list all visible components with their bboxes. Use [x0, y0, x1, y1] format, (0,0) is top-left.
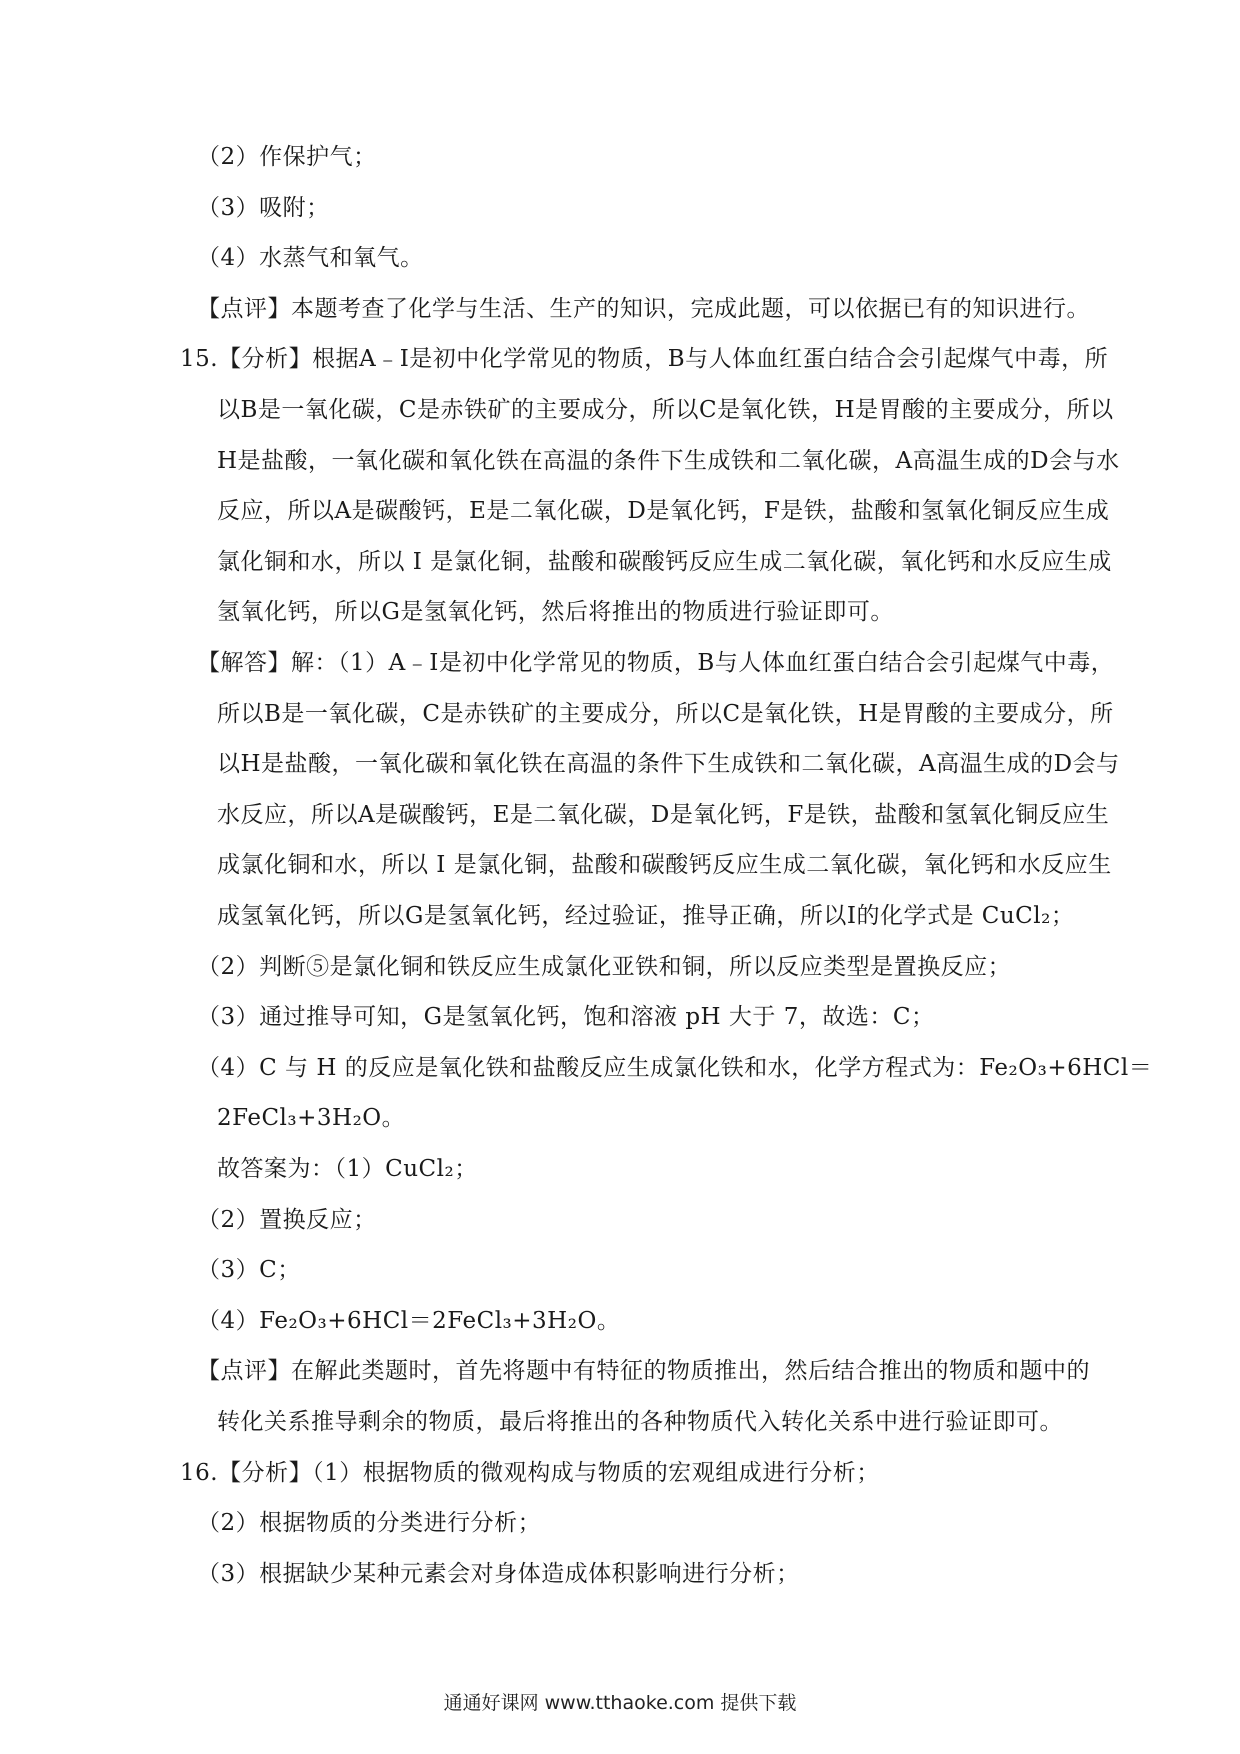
text-line: 转化关系推导剩余的物质，最后将推出的各种物质代入转化关系中进行验证即可。: [217, 1409, 1063, 1435]
text-line: （4）水蒸气和氧气。: [197, 245, 424, 272]
question-15-analysis: 15.【分析】根据A﹣I是初中化学常见的物质，B与人体血红蛋白结合会引起煤气中毒，所: [180, 346, 1109, 373]
text-line: 以B是一氧化碳，C是赤铁矿的主要成分，所以C是氧化铁，H是胃酸的主要成分，所以: [217, 397, 1114, 423]
text-line: （2）根据物质的分类进行分析；: [197, 1510, 542, 1537]
text-line: 氯化铜和水，所以 I 是氯化铜，盐酸和碳酸钙反应生成二氧化碳，氧化钙和水反应生成: [217, 548, 1112, 575]
comment-line: 【点评】在解此类题时，首先将题中有特征的物质推出，然后结合推出的物质和题中的: [197, 1358, 1090, 1385]
text-line: 以H是盐酸，一氧化碳和氧化铁在高温的条件下生成铁和二氧化碳，A高温生成的D会与: [217, 751, 1120, 778]
text-line: 反应，所以A是碳酸钙，E是二氧化碳，D是氧化钙，F是铁，盐酸和氢氧化铜反应生成: [217, 498, 1110, 525]
text-line: 成氢氧化钙，所以G是氢氧化钙，经过验证，推导正确，所以I的化学式是 CuCl₂；: [217, 903, 1075, 929]
text-line: （3）通过推导可知，G是氢氧化钙，饱和溶液 pH 大于 7，故选：C；: [197, 1004, 935, 1031]
page-footer: 通通好课网 www.tthaoke.com 提供下载: [443, 1692, 797, 1714]
text-line: （3）C；: [197, 1257, 301, 1284]
text-line: （2）判断⑤是氯化铜和铁反应生成氯化亚铁和铜，所以反应类型是置换反应；: [197, 953, 1012, 980]
equation-line: 2FeCl₃+3H₂O。: [217, 1105, 406, 1132]
text-line: （3）吸附；: [197, 194, 330, 221]
comment-line: 【点评】本题考查了化学与生活、生产的知识，完成此题，可以依据已有的知识进行。: [197, 295, 1090, 322]
question-16-analysis: 16.【分析】（1）根据物质的微观构成与物质的宏观组成进行分析；: [180, 1459, 880, 1486]
equation-line: （4）Fe₂O₃+6HCl＝2FeCl₃+3H₂O。: [197, 1307, 621, 1334]
text-line: （3）根据缺少某种元素会对身体造成体积影响进行分析；: [197, 1560, 800, 1587]
answer-line: 【解答】解：（1）A﹣I是初中化学常见的物质，B与人体血红蛋白结合会引起煤气中毒，: [197, 650, 1115, 676]
answer-summary: 故答案为：（1）CuCl₂；: [217, 1156, 478, 1182]
text-line: 所以B是一氧化碳，C是赤铁矿的主要成分，所以C是氧化铁，H是胃酸的主要成分，所: [217, 700, 1114, 727]
text-line: （4）C 与 H 的反应是氧化铁和盐酸反应生成氯化铁和水，化学方程式为：Fe₂O₃+6HCl＝: [197, 1054, 1153, 1081]
text-line: 成氯化铜和水，所以 I 是氯化铜，盐酸和碳酸钙反应生成二氧化碳，氧化钙和水反应生: [217, 852, 1112, 879]
text-line: （2）作保护气；: [197, 144, 377, 170]
text-line: 水反应，所以A是碳酸钙，E是二氧化碳，D是氧化钙，F是铁，盐酸和氢氧化铜反应生: [217, 801, 1110, 828]
text-line: H是盐酸，一氧化碳和氧化铁在高温的条件下生成铁和二氧化碳，A高温生成的D会与水: [217, 447, 1120, 474]
text-line: （2）置换反应；: [197, 1206, 377, 1233]
text-line: 氢氧化钙，所以G是氢氧化钙，然后将推出的物质进行验证即可。: [217, 599, 894, 626]
